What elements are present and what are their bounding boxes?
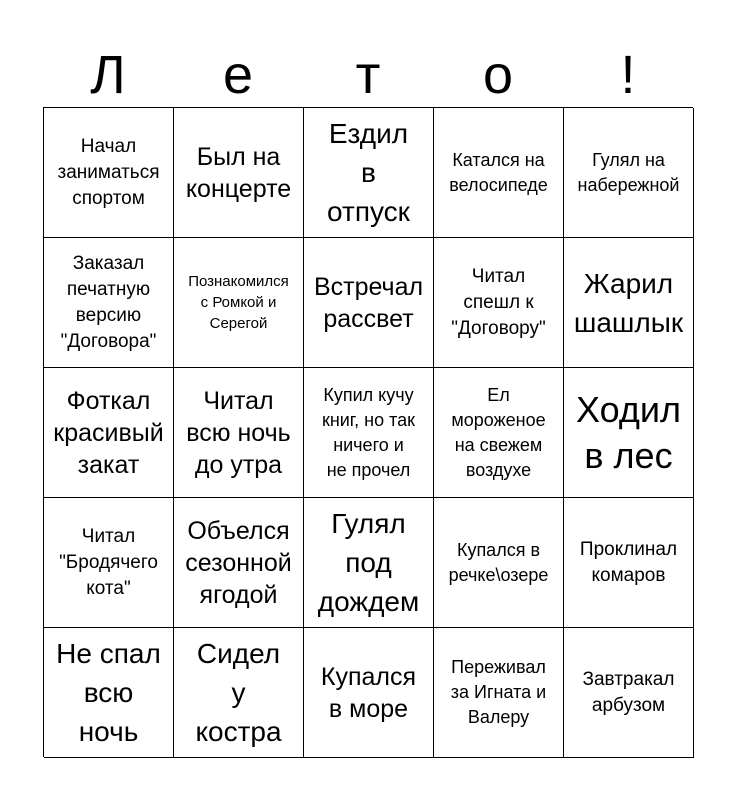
bingo-cell[interactable] [434, 108, 564, 238]
bingo-cell[interactable] [174, 108, 304, 238]
bingo-cell-text: Встречал рассвет [313, 272, 424, 333]
bingo-cell-text: Объелся сезонной ягодой [185, 516, 292, 609]
bingo-cell[interactable] [44, 108, 174, 238]
bingo-cell[interactable] [174, 498, 304, 628]
bingo-cell-text: Был на концерте [185, 142, 292, 203]
bingo-cell-text: Ходил в лес [576, 388, 681, 476]
bingo-cell[interactable] [564, 628, 694, 758]
bingo-cell[interactable] [44, 498, 174, 628]
bingo-cell-text: Купался в море [320, 662, 417, 723]
bingo-cell-text: Ел мороженое на свежем воздухе [451, 384, 546, 480]
bingo-cell-text: Купался в речке\озере [448, 539, 549, 585]
bingo-cell-text: Переживал за Игната и Валеру [450, 657, 547, 727]
bingo-cell[interactable] [44, 368, 174, 498]
bingo-cell[interactable] [304, 108, 434, 238]
bingo-cell[interactable] [304, 238, 434, 368]
bingo-cell-text: Не спал всю ночь [56, 638, 161, 747]
bingo-cell-text: Купил кучу книг, но так ничего и не прочел [321, 384, 416, 480]
bingo-cell-text: Завтракал арбузом [582, 668, 675, 716]
title-letter: т [355, 45, 381, 105]
bingo-cell[interactable] [174, 238, 304, 368]
title-letter: ! [620, 45, 636, 105]
bingo-cell[interactable] [174, 628, 304, 758]
bingo-cell[interactable] [304, 628, 434, 758]
bingo-cell[interactable] [564, 498, 694, 628]
bingo-board [43, 107, 693, 757]
title-letter: е [222, 45, 254, 105]
bingo-cell-text: Читал "Бродячего кота" [59, 525, 158, 599]
bingo-cell[interactable] [174, 368, 304, 498]
title-letter: Л [90, 45, 126, 105]
bingo-cell[interactable] [564, 108, 694, 238]
bingo-cell[interactable] [304, 498, 434, 628]
bingo-cell-text: Гулял под дождем [317, 508, 420, 617]
bingo-cell-text: Заказал печатную версию "Договора" [60, 252, 157, 352]
bingo-cell[interactable] [434, 238, 564, 368]
bingo-cell-text: Познакомился с Ромкой и Серегой [188, 273, 289, 332]
bingo-cell[interactable] [564, 368, 694, 498]
bingo-cell-text: Жарил шашлык [573, 267, 684, 338]
bingo-cell-text: Катался на велосипеде [449, 149, 548, 195]
bingo-cell-text: Гулял на набережной [577, 149, 680, 195]
bingo-cell[interactable] [564, 238, 694, 368]
bingo-cell-text: Проклинал комаров [579, 538, 678, 586]
bingo-cell-text: Сидел у костра [195, 638, 282, 747]
bingo-cell[interactable] [434, 498, 564, 628]
title-letter: о [482, 45, 514, 105]
bingo-cell[interactable] [304, 368, 434, 498]
bingo-cell-text: Читал спешл к "Договору" [451, 265, 546, 339]
bingo-cell[interactable] [434, 628, 564, 758]
bingo-cell[interactable] [44, 628, 174, 758]
bingo-cell[interactable] [434, 368, 564, 498]
bingo-cell-text: Ездил в отпуск [327, 118, 410, 227]
bingo-cell-text: Читал всю ночь до утра [186, 386, 291, 479]
bingo-title [43, 40, 693, 110]
bingo-cell[interactable] [44, 238, 174, 368]
bingo-cell-text: Начал заниматься спортом [57, 135, 160, 209]
bingo-cell-text: Фоткал красивый закат [53, 386, 164, 479]
